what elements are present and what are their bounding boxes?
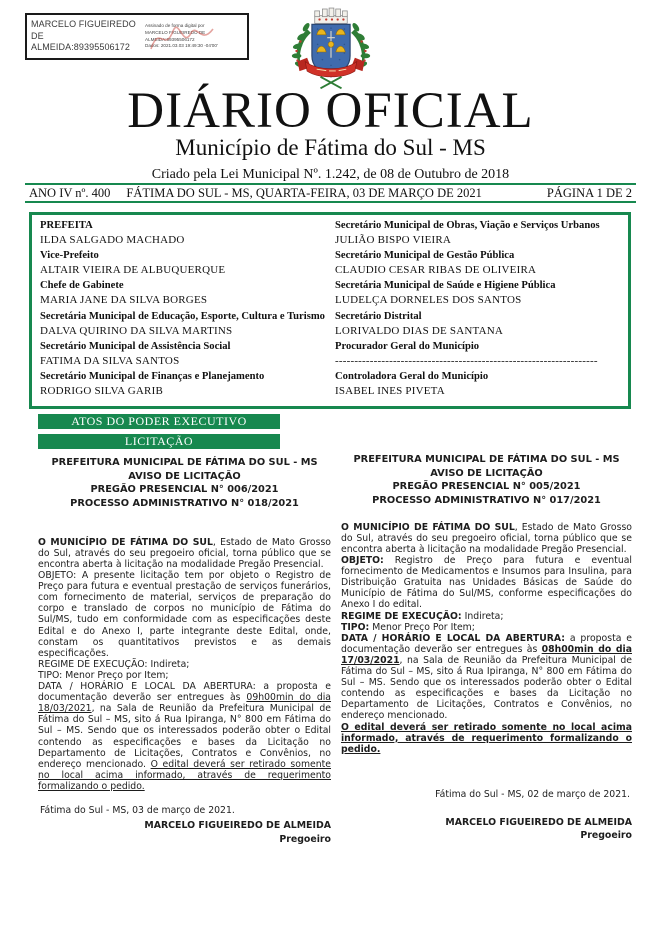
officials-box xyxy=(29,212,631,409)
heading-line: PREFEITURA MUNICIPAL DE FÁTIMA DO SUL - MS xyxy=(51,457,318,468)
notice-paragraph xyxy=(38,659,331,670)
official-title: Secretário Municipal de Assistência Social xyxy=(40,340,231,352)
text-run: TIPO: Menor Preço por Item; xyxy=(38,669,169,681)
official-title: Secretário Municipal de Finanças e Planejamento xyxy=(40,370,265,382)
text-run: OBJETO: A presente licitação tem por objeto o Registro de Preço para futura e eventual prestação de serviços funerários, com fornecimento de material, serviços de preparação do corpo e translado de corpos no município de Fátima do Sul/MS, tudo em conformidade com as especificações deste Edital e do Anexo I, parte integrante deste Edital, onde, constam os quantitativos previstos e as demais especificações. xyxy=(38,570,331,659)
notice-paragraph xyxy=(341,722,632,755)
text-run: DATA / HORÁRIO E LOCAL DA ABERTURA: xyxy=(341,632,566,644)
signer-name: MARCELO FIGUEIREDO DE ALMEIDA xyxy=(144,819,331,831)
text-run: 09h00min do dia 18/03/2021 xyxy=(38,692,332,715)
official-title: Secretário Distrital xyxy=(335,310,422,322)
notice-heading xyxy=(341,453,632,508)
section-bar-atos-poder-executivo: ATOS DO PODER EXECUTIVO xyxy=(38,414,280,429)
official-name: CLAUDIO CESAR RIBAS DE OLIVEIRA xyxy=(335,264,537,277)
notice-pregao-006-2021 xyxy=(38,456,331,846)
gazette-title: DIÁRIO OFICIAL xyxy=(127,83,534,139)
text-run: OBJETO: xyxy=(341,555,384,567)
text-run: Menor Preço Por Item; xyxy=(369,621,475,633)
signer-name: MARCELO FIGUEIREDO DE ALMEIDA xyxy=(445,816,632,828)
creation-law-line: Criado pela Lei Municipal Nº. 1.242, de 08 de Outubro de 2018 xyxy=(151,167,510,182)
official-name: LUDELÇA DORNELES DOS SANTOS xyxy=(335,294,522,307)
text-run: a proposta e documentação deverão ser entregues às xyxy=(341,632,632,655)
signer-role: Pregoeiro xyxy=(580,830,632,842)
official-name: -------------------------------------------------------------------- xyxy=(335,354,598,367)
text-run: REGIME DE EXECUÇÃO: xyxy=(341,610,462,622)
signature-detail-line: Assinado de forma digital por xyxy=(145,22,205,28)
heading-line: PREFEITURA MUNICIPAL DE FÁTIMA DO SUL - MS xyxy=(353,454,620,465)
official-name: RODRIGO SILVA GARIB xyxy=(40,385,163,398)
official-name: JULIÃO BISPO VIEIRA xyxy=(335,234,452,247)
notice-body xyxy=(38,537,331,792)
signature-detail-line: Dados: 2021.03.03 19:49:30 -04'00' xyxy=(145,43,218,49)
text-run: , Estado de Mato Grosso do Sul, através do seu pregoeiro oficial, torna público que se encontra aberta à licitação na modalidade Pregão Presencial. xyxy=(38,536,331,570)
official-title: Procurador Geral do Município xyxy=(335,340,480,352)
section-bar-licitacao: LICITAÇÃO xyxy=(38,434,280,449)
official-name: ALTAIR VIEIRA DE ALBUQUERQUE xyxy=(40,264,226,277)
official-name: DALVA QUIRINO DA SILVA MARTINS xyxy=(40,324,233,337)
official-name: MARIA JANE DA SILVA BORGES xyxy=(40,294,208,307)
officials-column-left xyxy=(40,218,325,403)
issue-bar-left xyxy=(29,186,482,201)
notice-paragraph xyxy=(38,670,331,681)
signer-role: Pregoeiro xyxy=(279,833,331,845)
text-run: , na Sala de Reunião da Prefeitura Municipal de Fátima do Sul – MS, sito á Rua Ipiranga, N° 800 em Fátima do Sul – MS. Sendo que os interessados poderão obter o Edital contendo as especificações e bases da Licitação no Departamento de Licitações, Contratos e Convênios, no endereço mencionado. xyxy=(38,703,331,770)
official-title: Secretária Municipal de Educação, Esporte, Cultura e Turismo xyxy=(40,310,325,322)
official-title: Chefe de Gabinete xyxy=(40,280,124,292)
notice-signature-block xyxy=(38,819,331,846)
notice-heading xyxy=(38,456,331,511)
notice-paragraph xyxy=(341,622,632,633)
text-run: O edital deverá ser retirado somente no local acima informado, através de requerimento formalizando o pedido. xyxy=(38,758,331,792)
heading-line: PROCESSO ADMINISTRATIVO N° 017/2021 xyxy=(372,495,601,507)
masthead xyxy=(0,83,661,183)
notice-date-line: Fátima do Sul - MS, 02 de março de 2021. xyxy=(435,788,630,800)
official-name: ILDA SALGADO MACHADO xyxy=(40,234,185,247)
official-name: LORIVALDO DIAS DE SANTANA xyxy=(335,324,503,337)
notice-paragraph xyxy=(341,555,632,610)
text-run: DATA / HORÁRIO E LOCAL DA ABERTURA: a proposta e documentação deverão ser entregues às xyxy=(38,681,331,704)
heading-line: PROCESSO ADMINISTRATIVO N° 018/2021 xyxy=(70,498,299,510)
text-run: O MUNICÍPIO DE FÁTIMA DO SUL xyxy=(341,521,515,533)
notice-signature-block xyxy=(341,816,632,843)
official-title: Secretário Municipal de Obras, Viação e Serviços Urbanos xyxy=(335,220,600,231)
text-run: Registro de Preço para futura e eventual fornecimento de Medicamentos e Insumos para Insulina, para Distribuição Gratuita nas Unidades Básicas de Saúde do Município de Fátima do Sul/MS, conforme especificações do Anexo I do edital. xyxy=(341,555,632,611)
signature-name: MARCELO FIGUEIREDO DE ALMEIDA:89395506172 xyxy=(31,19,136,53)
notice-pregao-005-2021 xyxy=(341,453,632,843)
notice-body xyxy=(341,522,632,755)
notice-paragraph xyxy=(38,537,331,570)
officials-column-right xyxy=(335,218,620,403)
text-run: O MUNICÍPIO DE FÁTIMA DO SUL xyxy=(38,536,213,548)
text-run: 08h00min do dia 17/03/2021 xyxy=(341,643,632,666)
signature-detail-line: ALMEIDA:89395506172 xyxy=(145,36,195,42)
notice-date-line: Fátima do Sul - MS, 03 de março de 2021. xyxy=(40,804,235,816)
heading-line: PREGÃO PRESENCIAL N° 005/2021 xyxy=(392,481,581,493)
edition-number: ANO IV nº. 400 xyxy=(29,185,111,200)
official-title: Vice-Prefeito xyxy=(40,250,99,262)
heading-line: AVISO DE LICITAÇÃO xyxy=(128,470,241,482)
notice-paragraph xyxy=(341,522,632,555)
official-title: Secretário Municipal de Gestão Pública xyxy=(335,250,515,262)
issue-date: FÁTIMA DO SUL - MS, QUARTA-FEIRA, 03 DE MARÇO DE 2021 xyxy=(126,185,482,200)
text-run: TIPO: xyxy=(341,621,370,633)
municipality-subtitle: Município de Fátima do Sul - MS xyxy=(175,135,486,160)
official-title: Controladora Geral do Município xyxy=(335,370,489,382)
heading-line: PREGÃO PRESENCIAL N° 006/2021 xyxy=(90,484,279,496)
notice-paragraph xyxy=(341,633,632,722)
digital-signature-stamp xyxy=(25,13,249,60)
text-run: Indireta; xyxy=(461,610,504,622)
page-indicator: PÁGINA 1 DE 2 xyxy=(546,185,632,200)
signature-detail-line: MARCELO FIGUEIREDO DE xyxy=(145,29,206,35)
text-run: , na Sala de Reunião da Prefeitura Municipal de Fátima do Sul – MS, sito á Rua Ipiranga, N° 800 em Fátima do Sul – MS. Sendo que os interessados poderão obter o Edital contendo as especificações e bases da Licitação no Departamento de Licitações, Contratos e Convênios, no endereço mencionado. xyxy=(341,654,632,722)
official-name: FATIMA DA SILVA SANTOS xyxy=(40,354,180,367)
official-title: Secretária Municipal de Saúde e Higiene Pública xyxy=(335,280,556,292)
official-title: PREFEITA xyxy=(40,220,93,231)
notice-paragraph xyxy=(38,681,331,792)
heading-line: AVISO DE LICITAÇÃO xyxy=(430,467,543,479)
text-run: O edital deverá ser retirado somente no local acima informado, através de requerimento formalizando o pedido. xyxy=(341,721,632,755)
issue-bar xyxy=(25,183,636,203)
signature-details xyxy=(145,23,243,51)
text-run: , Estado de Mato Grosso do Sul, através do seu pregoeiro oficial, torna público que se encontra aberta à licitação na modalidade Pregão Presencial. xyxy=(341,521,632,555)
text-run: REGIME DE EXECUÇÃO: Indireta; xyxy=(38,658,190,670)
official-name: ISABEL INES PIVETA xyxy=(335,385,445,398)
notice-paragraph xyxy=(341,611,632,622)
notice-paragraph xyxy=(38,570,331,659)
